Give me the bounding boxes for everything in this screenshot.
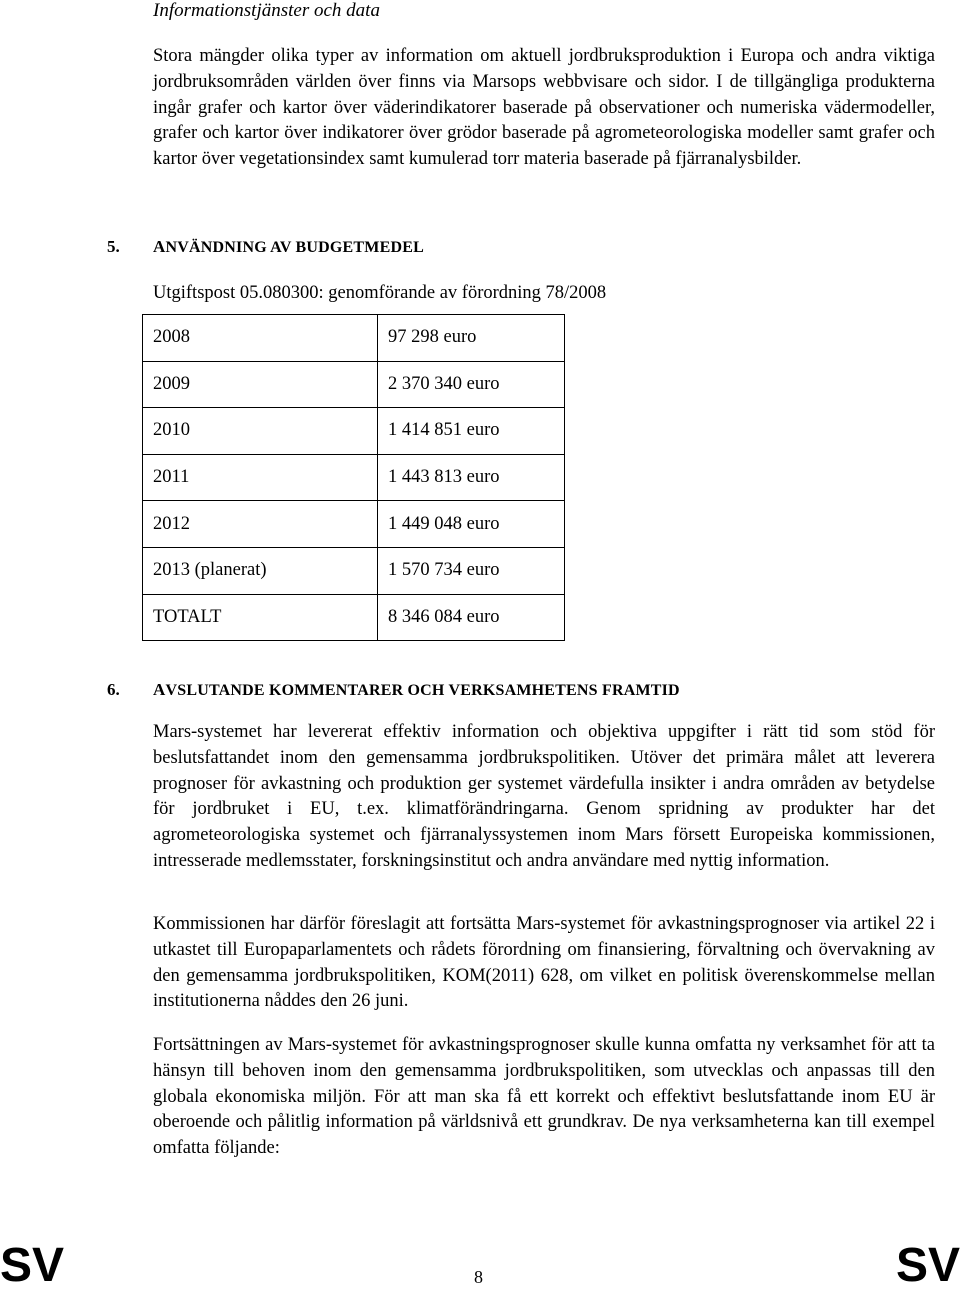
section-6-paragraph-3: Fortsättningen av Mars-systemet för avkastningsprognoser skulle kunna omfatta ny verksamhet för att ta hänsyn till behoven inom den gemensamma jordbrukspolitiken, som utvecklas och anpassas till den globala ekonomiska miljön. För att man ska få ett korrekt och effektivt beslutsfattande inom EU är oberoende och pålitlig information på världsnivå ett grundkrav. De nya verksamheterna kan till exempel omfatta följande: (153, 1035, 935, 1159)
year-cell: 2013 (planerat) (143, 547, 378, 594)
table-row (143, 594, 565, 641)
section-6-paragraph-2: Kommissionen har därför föreslagit att fortsätta Mars-systemet för avkastningsprognoser via artikel 22 i utkastet till Europaparlamentets och rådets förordning om finansiering, förvaltning och övervakning av den gemensamma jordbrukspolitiken, KOM(2011) 628, om vilket en politisk överenskommelse mellan institutionerna nåddes den 26 juni. (153, 914, 935, 1012)
amount-cell: 2 370 340 euro (378, 361, 565, 408)
table-row (143, 501, 565, 548)
year-cell: 2010 (143, 408, 378, 455)
year-cell: TOTALT (143, 594, 378, 641)
section-5-title-rest: NVÄNDNING AV BUDGETMEDEL (165, 239, 424, 256)
table-row (143, 361, 565, 408)
page-number: 8 (474, 1267, 483, 1287)
budget-table (142, 314, 565, 641)
year-cell: 2009 (143, 361, 378, 408)
budget-line: Utgiftspost 05.080300: genomförande av förordning 78/2008 (153, 283, 607, 303)
amount-cell: 97 298 euro (378, 315, 565, 362)
footer-language-right: SV (895, 1239, 960, 1292)
section-5-title (153, 236, 424, 259)
amount-cell: 1 414 851 euro (378, 408, 565, 455)
table-row (143, 454, 565, 501)
section-6-title-rest: VSLUTANDE KOMMENTARER OCH VERKSAMHETENS FRAMTID (165, 682, 680, 699)
footer-language-left: SV (0, 1239, 65, 1292)
section-6-number: 6. (107, 680, 120, 699)
section-5-title-initial: A (153, 237, 166, 256)
intro-paragraph: Stora mängder olika typer av information om aktuell jordbruksproduktion i Europa och andra viktiga jordbruksområden världen över finns via Marsops webbvisare och sidor. I de tillgängliga produkterna ingår grafer och kartor över väderindikatorer baserade på observationer och numeriska vädermodeller, grafer och kartor över indikatorer över grödor baserade på agrometeorologiska modeller samt grafer och kartor över vegetationsindex samt kumulerad torr materia baserade på fjärranalysbilder. (153, 46, 935, 170)
year-cell: 2008 (143, 315, 378, 362)
section-6-title (153, 679, 680, 702)
section-6-title-initial: A (153, 680, 166, 699)
section-6-paragraph-1: Mars-systemet har levererat effektiv information och objektiva uppgifter i rätt tid som stöd för beslutsfattandet inom den gemensamma jordbrukspolitiken. Utöver det primära målet att leverera prognoser för avkastning och produktion ger systemet värdefulla insikter i andra områden av betydelse för jordbruket i EU, t.ex. klimatförändringarna. Genom spridning av produkter har det agrometeorologiska systemet och fjärranalyssystemen inom Mars försett Europeiska kommissionen, intresserade medlemsstater, forskningsinstitut och andra användare med nyttig information. (153, 722, 935, 871)
section-5-number: 5. (107, 237, 120, 256)
year-cell: 2012 (143, 501, 378, 548)
table-row (143, 315, 565, 362)
amount-cell: 8 346 084 euro (378, 594, 565, 641)
table-row (143, 408, 565, 455)
amount-cell: 1 449 048 euro (378, 501, 565, 548)
subheading: Informationstjänster och data (153, 0, 380, 21)
table-row (143, 547, 565, 594)
amount-cell: 1 443 813 euro (378, 454, 565, 501)
amount-cell: 1 570 734 euro (378, 547, 565, 594)
year-cell: 2011 (143, 454, 378, 501)
